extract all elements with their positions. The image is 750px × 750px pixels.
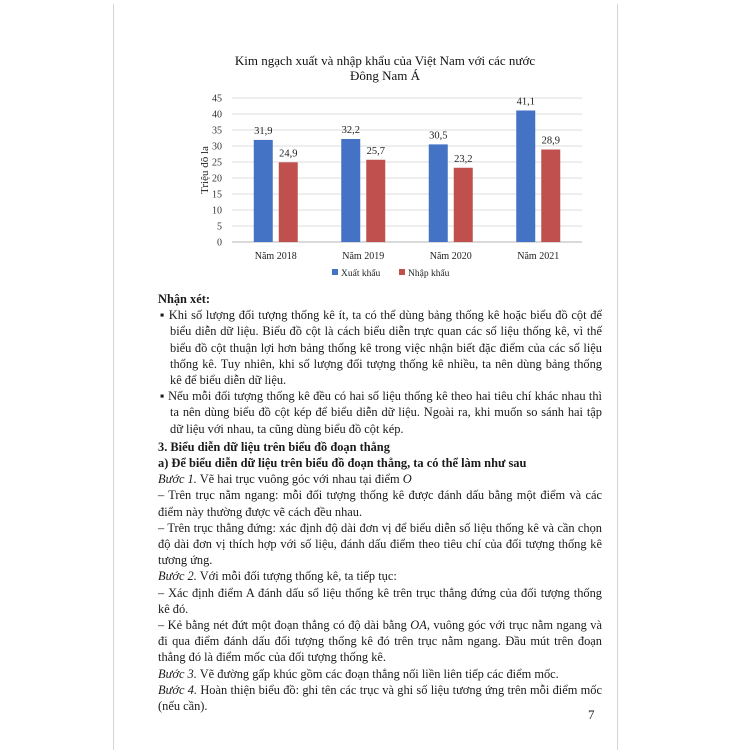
subsection-heading: a) Để biểu diễn dữ liệu trên biểu đồ đoạn thẳng, ta có thể làm như sau xyxy=(158,456,527,471)
step-2-segment xyxy=(158,617,602,666)
y-tick-label: 10 xyxy=(212,205,222,217)
point-o: O xyxy=(402,472,412,487)
step-2-text: Với mỗi đối tượng thống kê, ta tiếp tục: xyxy=(196,569,397,584)
legend-label: Xuất khẩu xyxy=(341,269,381,279)
step-1-label: Bước 1. xyxy=(158,472,197,487)
data-label: 41,1 xyxy=(516,96,535,108)
legend-swatch xyxy=(332,269,338,275)
legend-swatch xyxy=(399,269,405,275)
step-4-text: Hoàn thiện biểu đồ: ghi tên các trục và ghi số liệu tương ứng trên mỗi điểm mốc (nếu cần). xyxy=(158,682,602,714)
x-tick-label: Năm 2018 xyxy=(254,251,297,262)
chart-subtitle: Đông Nam Á xyxy=(349,68,421,83)
data-label: 25,7 xyxy=(366,145,385,157)
x-tick-label: Năm 2021 xyxy=(517,251,560,262)
remark-bullet-2-text: Nếu mỗi đối tượng thống kê đều có hai số liệu thống kê theo hai tiêu chí khác nhau thì ta nên dùng biểu đồ cột kép để biểu diễn dữ liệu. Ngoài ra, khi muốn so sánh hai tập dữ liệu với nhau, ta cũng dùng biểu đồ cột kép. xyxy=(168,389,603,436)
data-label: 24,9 xyxy=(279,148,298,160)
data-label: 30,5 xyxy=(429,130,448,142)
legend-label: Nhập khẩu xyxy=(408,269,450,279)
bullet-icon: ▪ xyxy=(160,308,166,323)
bar-xuat-khau xyxy=(254,140,273,242)
y-tick-label: 0 xyxy=(217,237,222,249)
step-2-label: Bước 2. xyxy=(158,569,197,584)
bar-xuat-khau xyxy=(516,110,535,242)
bar-xuat-khau xyxy=(341,139,360,242)
step-1-vertical: – Trên trục thẳng đứng: xác định độ dài đơn vị để biểu diễn số liệu thống kê và cần chọn độ dài đơn vị thích hợp với số liệu, đánh dấu điểm theo tiêu chí của đối tượng thống kê tương ứng. xyxy=(158,520,602,568)
segment-oa: OA xyxy=(410,618,427,633)
step-1-horizontal: – Trên trục nằm ngang: mỗi đối tượng thống kê được đánh dấu bằng một điểm và các điểm này thường được vẽ cách đều nhau. xyxy=(158,488,602,519)
step-2-segment-pre: – Kẻ bằng nét đứt một đoạn thẳng có độ dài bằng xyxy=(158,618,411,633)
step-2-segment-post: , vuông góc với trục nằm ngang và đi qua điểm đánh dấu đối tượng thống kê đó trên trục nằm ngang. Đầu mút trên đoạn thẳng đó là điểm mốc của đối tượng thống kê. xyxy=(158,618,602,665)
step-1-text: Vẽ hai trục vuông góc với nhau tại điểm xyxy=(196,472,403,487)
body-text xyxy=(158,291,602,714)
bar-nhap-khau xyxy=(541,150,560,242)
y-tick-label: 5 xyxy=(217,221,222,233)
step-4 xyxy=(158,682,602,714)
bar-chart xyxy=(150,44,590,294)
remark-bullet-1-text: Khi số lượng đối tượng thống kê ít, ta có thể dùng bảng thống kê hoặc biểu đồ cột để biểu diễn dữ liệu. Biểu đồ cột là cách biểu diễn trực quan các số liệu thống kê, vì thế biểu đồ cột thuận lợi hơn bảng thống kê trong việc nhận biết đặc điểm của các số liệu thống kê. Tuy nhiên, khi số lượng đối tượng thống kê nhiều, ta nên dùng bảng thống kê để biểu diễn dữ liệu. xyxy=(168,308,602,388)
bar-xuat-khau xyxy=(429,144,448,242)
step-3-label: Bước 3. xyxy=(158,666,197,681)
bullet-icon: ▪ xyxy=(160,389,165,404)
bar-nhap-khau xyxy=(366,160,385,242)
step-2 xyxy=(158,568,602,584)
x-tick-label: Năm 2020 xyxy=(429,251,472,262)
step-4-label: Bước 4. xyxy=(158,682,198,697)
step-2-point-a: – Xác định điểm A đánh dấu số liệu thống kê trên trục thẳng đứng của đối tượng thống kê đó. xyxy=(158,585,602,616)
y-tick-label: 40 xyxy=(212,109,222,121)
section-heading: 3. Biểu diễn dữ liệu trên biểu đồ đoạn thẳng xyxy=(158,439,390,454)
data-label: 31,9 xyxy=(254,125,273,137)
data-label: 28,9 xyxy=(541,135,560,147)
data-label: 23,2 xyxy=(454,153,473,165)
x-tick-label: Năm 2019 xyxy=(342,251,385,262)
data-label: 32,2 xyxy=(341,124,360,136)
y-tick-label: 20 xyxy=(212,173,222,185)
bar-nhap-khau xyxy=(279,162,298,242)
step-3-text: Vẽ đường gấp khúc gồm các đoạn thẳng nối liền liên tiếp các điểm mốc. xyxy=(196,666,559,681)
page-number: 7 xyxy=(588,707,595,722)
y-axis-label: Triệu đô la xyxy=(199,146,211,194)
y-tick-label: 25 xyxy=(212,157,222,169)
remark-bullet-1 xyxy=(158,307,602,388)
y-tick-label: 15 xyxy=(212,189,222,201)
step-3 xyxy=(158,666,602,682)
chart-title: Kim ngạch xuất và nhập khẩu của Việt Nam với các nước xyxy=(234,53,536,68)
bar-nhap-khau xyxy=(454,168,473,242)
y-tick-label: 30 xyxy=(212,141,222,153)
step-1 xyxy=(158,471,602,487)
remark-bullet-2 xyxy=(158,388,602,437)
y-tick-label: 35 xyxy=(212,125,222,137)
y-tick-label: 45 xyxy=(212,93,222,105)
remark-heading: Nhận xét: xyxy=(158,292,210,306)
